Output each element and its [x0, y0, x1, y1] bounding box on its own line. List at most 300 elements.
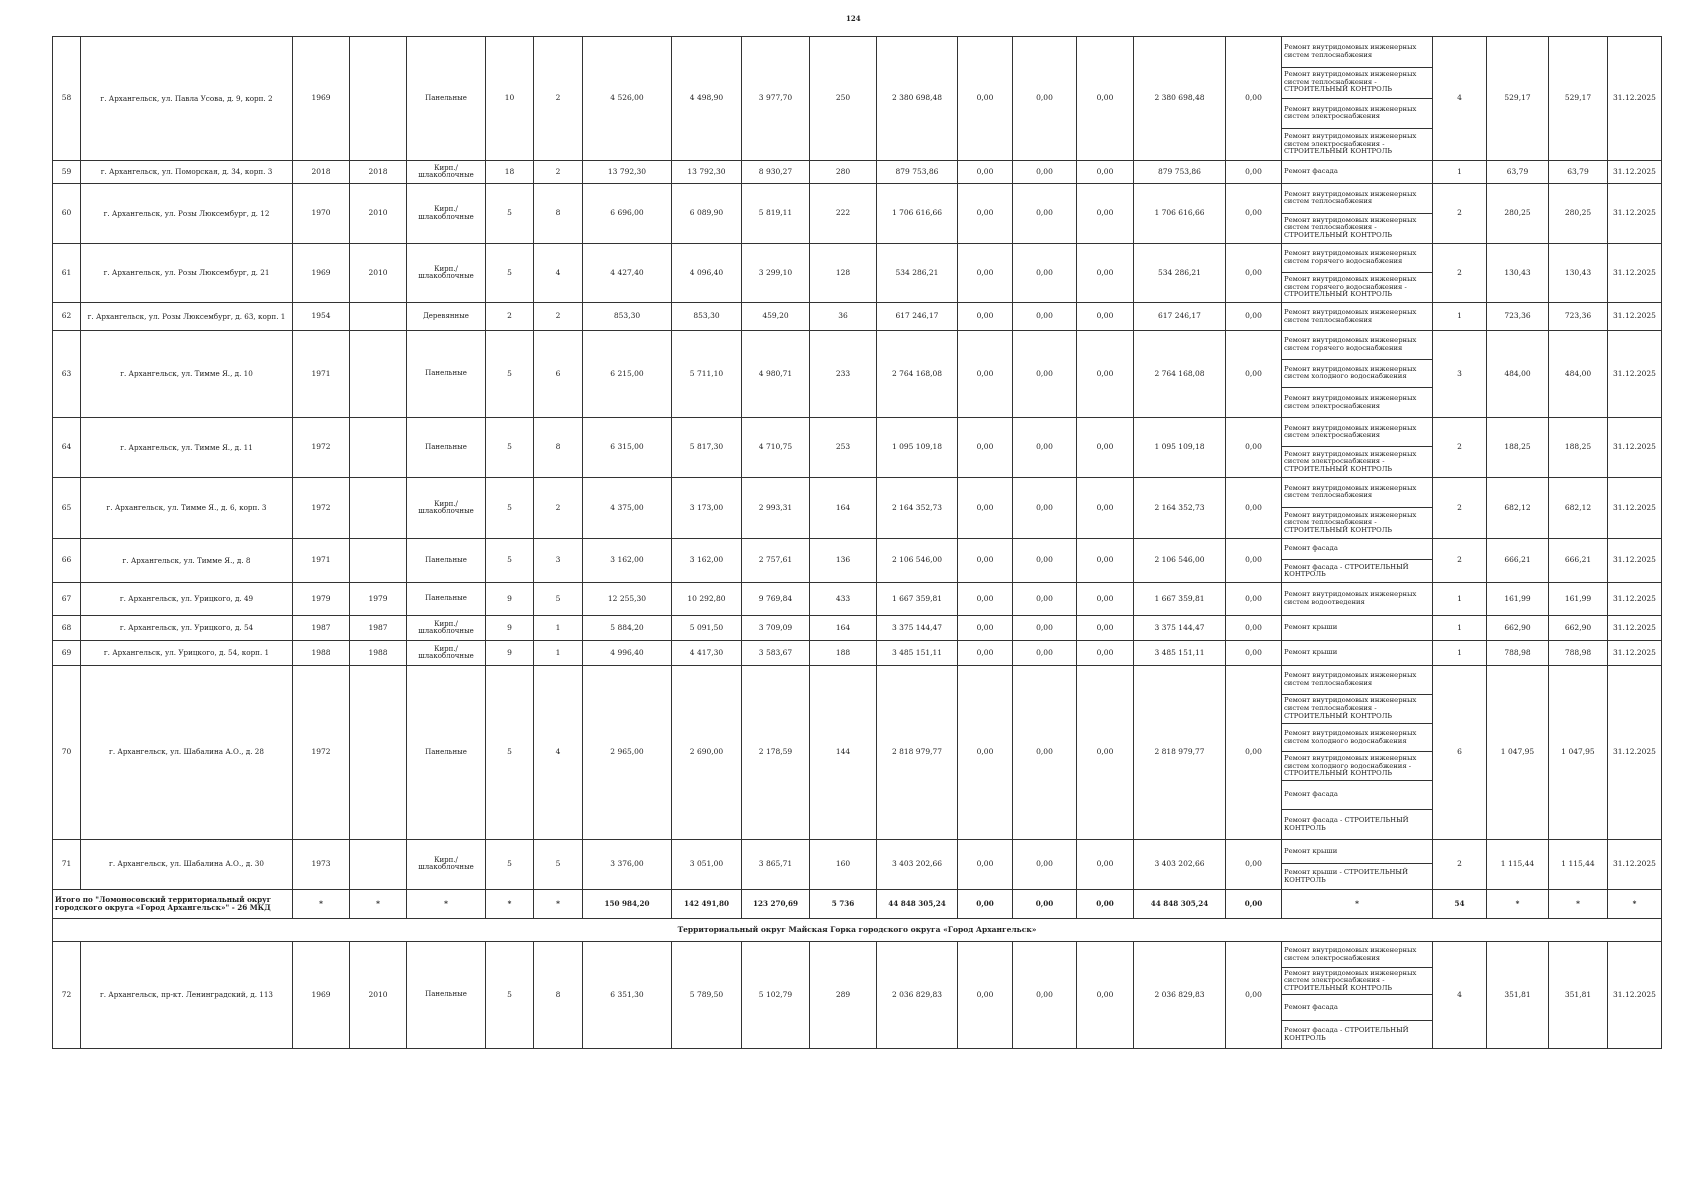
cell-works-list	[1282, 839, 1433, 889]
cell-max-cost: 351,81	[1549, 941, 1608, 1048]
cell-total-area: 3 162,00	[583, 538, 672, 582]
cell-fund: 0,00	[958, 244, 1013, 303]
cell-cost-total: 2 818 979,77	[877, 665, 958, 839]
total-area-all: 142 491,80	[672, 889, 742, 918]
cell-max-cost: 161,99	[1549, 582, 1608, 615]
table-row	[53, 244, 1662, 303]
cell-max-cost: 662,90	[1549, 615, 1608, 640]
cell-area-all: 6 089,90	[672, 184, 742, 244]
cell-cost-total: 534 286,21	[877, 244, 958, 303]
cell-year-built: 1969	[293, 244, 350, 303]
cell-max-cost: 484,00	[1549, 331, 1608, 418]
cell-works-count: 2	[1433, 184, 1487, 244]
cell-no: 71	[53, 839, 81, 889]
cell-works-list	[1282, 640, 1433, 665]
cell-budget-local: 0,00	[1077, 839, 1134, 889]
cell-unit-cost: 351,81	[1487, 941, 1549, 1048]
cell-owners: 3 403 202,66	[1134, 839, 1226, 889]
cell-entrances: 1	[534, 615, 583, 640]
cell-budget-local: 0,00	[1077, 615, 1134, 640]
cell-budget-region: 0,00	[1013, 538, 1077, 582]
cell-total-area: 6 315,00	[583, 417, 672, 477]
cell-other: 0,00	[1226, 941, 1282, 1048]
cell-material: Панельные	[407, 582, 486, 615]
cell-area-all: 10 292,80	[672, 582, 742, 615]
cell-fund: 0,00	[958, 640, 1013, 665]
work-item: Ремонт внутридомовых инженерных систем теплоснабжения - СТРОИТЕЛЬНЫЙ КОНТРОЛЬ	[1282, 695, 1432, 724]
cell-floors: 5	[486, 941, 534, 1048]
table-row	[53, 665, 1662, 839]
cell-cost-total: 3 375 144,47	[877, 615, 958, 640]
cell-address: г. Архангельск, ул. Урицкого, д. 49	[81, 582, 293, 615]
total-budget-local: 0,00	[1077, 889, 1134, 918]
cell-floors: 18	[486, 161, 534, 184]
cell-unit-cost: 788,98	[1487, 640, 1549, 665]
cell-works-list	[1282, 244, 1433, 303]
cell-cost-total: 2 036 829,83	[877, 941, 958, 1048]
cell-works-count: 4	[1433, 37, 1487, 161]
cell-deadline: 31.12.2025	[1608, 839, 1662, 889]
cell-fund: 0,00	[958, 37, 1013, 161]
cell-area-all: 4 096,40	[672, 244, 742, 303]
cell-residents: 36	[810, 303, 877, 331]
cell-year-overhaul: 2010	[350, 184, 407, 244]
total-other: 0,00	[1226, 889, 1282, 918]
cell-no: 59	[53, 161, 81, 184]
cell-no: 70	[53, 665, 81, 839]
cell-address: г. Архангельск, ул. Урицкого, д. 54	[81, 615, 293, 640]
total-star: *	[1282, 889, 1433, 918]
cell-fund: 0,00	[958, 941, 1013, 1048]
cell-other: 0,00	[1226, 640, 1282, 665]
cell-deadline: 31.12.2025	[1608, 640, 1662, 665]
cell-owners: 1 667 359,81	[1134, 582, 1226, 615]
cell-fund: 0,00	[958, 582, 1013, 615]
cell-floors: 5	[486, 665, 534, 839]
cell-total-area: 4 526,00	[583, 37, 672, 161]
cell-area-all: 3 173,00	[672, 477, 742, 538]
cell-area-living: 5 102,79	[742, 941, 810, 1048]
cell-address: г. Архангельск, пр-кт. Ленинградский, д. 113	[81, 941, 293, 1048]
cell-floors: 5	[486, 839, 534, 889]
cell-owners: 879 753,86	[1134, 161, 1226, 184]
cell-no: 68	[53, 615, 81, 640]
cell-fund: 0,00	[958, 477, 1013, 538]
cell-other: 0,00	[1226, 303, 1282, 331]
work-item: Ремонт внутридомовых инженерных систем теплоснабжения - СТРОИТЕЛЬНЫЙ КОНТРОЛЬ	[1284, 510, 1417, 534]
cell-total-area: 4 996,40	[583, 640, 672, 665]
cell-works-list	[1282, 538, 1433, 582]
cell-year-built: 1971	[293, 331, 350, 418]
work-item: Ремонт внутридомовых инженерных систем теплоснабжения	[1284, 307, 1417, 324]
cell-no: 63	[53, 331, 81, 418]
cell-fund: 0,00	[958, 303, 1013, 331]
cell-total-area: 5 884,20	[583, 615, 672, 640]
cell-max-cost: 788,98	[1549, 640, 1608, 665]
cell-works-list	[1282, 331, 1433, 418]
cell-address: г. Архангельск, ул. Урицкого, д. 54, корп. 1	[81, 640, 293, 665]
cell-no: 61	[53, 244, 81, 303]
cell-residents: 289	[810, 941, 877, 1048]
cell-other: 0,00	[1226, 538, 1282, 582]
cell-area-living: 459,20	[742, 303, 810, 331]
cell-total-area: 4 427,40	[583, 244, 672, 303]
cell-entrances: 2	[534, 161, 583, 184]
cell-works-list	[1282, 615, 1433, 640]
district-heading: Территориальный округ Майская Горка городского округа «Город Архангельск»	[53, 918, 1662, 941]
cell-budget-region: 0,00	[1013, 941, 1077, 1048]
cell-entrances: 1	[534, 640, 583, 665]
work-item: Ремонт внутридомовых инженерных систем электроснабжения	[1284, 394, 1417, 410]
cell-works-list	[1282, 184, 1433, 244]
cell-total-area: 3 376,00	[583, 839, 672, 889]
cell-cost-total: 1 667 359,81	[877, 582, 958, 615]
cell-material: Кирп./ шлакоблочные	[407, 615, 486, 640]
cell-cost-total: 3 485 151,11	[877, 640, 958, 665]
cell-budget-local: 0,00	[1077, 417, 1134, 477]
cell-works-list	[1282, 665, 1433, 839]
cell-deadline: 31.12.2025	[1608, 161, 1662, 184]
cell-owners: 2 036 829,83	[1134, 941, 1226, 1048]
cell-year-overhaul	[350, 839, 407, 889]
cell-material: Панельные	[407, 941, 486, 1048]
total-works-count: 54	[1433, 889, 1487, 918]
cell-fund: 0,00	[958, 538, 1013, 582]
cell-budget-region: 0,00	[1013, 665, 1077, 839]
cell-owners: 3 375 144,47	[1134, 615, 1226, 640]
cell-material: Кирп./ шлакоблочные	[407, 640, 486, 665]
cell-year-overhaul	[350, 538, 407, 582]
work-item: Ремонт фасада	[1284, 167, 1338, 176]
cell-fund: 0,00	[958, 417, 1013, 477]
cell-total-area: 4 375,00	[583, 477, 672, 538]
cell-fund: 0,00	[958, 331, 1013, 418]
cell-max-cost: 63,79	[1549, 161, 1608, 184]
cell-deadline: 31.12.2025	[1608, 303, 1662, 331]
total-fund: 0,00	[958, 889, 1013, 918]
cell-year-built: 1972	[293, 417, 350, 477]
work-item: Ремонт внутридомовых инженерных систем теплоснабжения - СТРОИТЕЛЬНЫЙ КОНТРОЛЬ	[1284, 215, 1417, 240]
cell-max-cost: 723,36	[1549, 303, 1608, 331]
cell-owners: 617 246,17	[1134, 303, 1226, 331]
table-row	[53, 331, 1662, 418]
cell-max-cost: 1 047,95	[1549, 665, 1608, 839]
cell-works-count: 2	[1433, 839, 1487, 889]
cell-owners: 1 095 109,18	[1134, 417, 1226, 477]
cell-unit-cost: 682,12	[1487, 477, 1549, 538]
table-row	[53, 161, 1662, 184]
cell-works-count: 4	[1433, 941, 1487, 1048]
cell-fund: 0,00	[958, 665, 1013, 839]
cell-year-built: 1979	[293, 582, 350, 615]
cell-address: г. Архангельск, ул. Павла Усова, д. 9, корп. 2	[81, 37, 293, 161]
work-item: Ремонт фасада	[1282, 539, 1432, 561]
cell-owners: 2 164 352,73	[1134, 477, 1226, 538]
cell-residents: 128	[810, 244, 877, 303]
cell-deadline: 31.12.2025	[1608, 244, 1662, 303]
cell-other: 0,00	[1226, 37, 1282, 161]
cell-fund: 0,00	[958, 839, 1013, 889]
cell-total-area: 6 696,00	[583, 184, 672, 244]
cell-owners: 3 485 151,11	[1134, 640, 1226, 665]
cell-year-built: 2018	[293, 161, 350, 184]
cell-works-list	[1282, 941, 1433, 1048]
cell-budget-region: 0,00	[1013, 417, 1077, 477]
cell-total-area: 6 215,00	[583, 331, 672, 418]
cell-material: Кирп./ шлакоблочные	[407, 839, 486, 889]
cell-entrances: 3	[534, 538, 583, 582]
register-body	[53, 37, 1662, 1049]
work-item: Ремонт фасада - СТРОИТЕЛЬНЫЙ КОНТРОЛЬ	[1284, 1026, 1409, 1042]
cell-unit-cost: 484,00	[1487, 331, 1549, 418]
cell-deadline: 31.12.2025	[1608, 582, 1662, 615]
cell-budget-local: 0,00	[1077, 477, 1134, 538]
cell-area-living: 3 709,09	[742, 615, 810, 640]
cell-area-all: 3 162,00	[672, 538, 742, 582]
cell-year-overhaul: 2010	[350, 244, 407, 303]
cell-budget-local: 0,00	[1077, 37, 1134, 161]
work-item: Ремонт внутридомовых инженерных систем водоотведения	[1284, 590, 1417, 606]
cell-address: г. Архангельск, ул. Тимме Я., д. 8	[81, 538, 293, 582]
table-row	[53, 303, 1662, 331]
cell-budget-local: 0,00	[1077, 665, 1134, 839]
cell-other: 0,00	[1226, 417, 1282, 477]
cell-other: 0,00	[1226, 615, 1282, 640]
cell-area-all: 5 711,10	[672, 331, 742, 418]
cell-deadline: 31.12.2025	[1608, 184, 1662, 244]
total-row	[53, 889, 1662, 918]
cell-budget-local: 0,00	[1077, 244, 1134, 303]
cell-cost-total: 2 764 168,08	[877, 331, 958, 418]
work-item: Ремонт крыши	[1284, 623, 1338, 632]
cell-max-cost: 280,25	[1549, 184, 1608, 244]
cell-works-count: 2	[1433, 477, 1487, 538]
cell-area-living: 4 980,71	[742, 331, 810, 418]
table-row	[53, 640, 1662, 665]
total-star: *	[1608, 889, 1662, 918]
cell-floors: 5	[486, 477, 534, 538]
cell-no: 66	[53, 538, 81, 582]
work-item: Ремонт внутридомовых инженерных систем теплоснабжения	[1282, 37, 1432, 68]
cell-budget-local: 0,00	[1077, 161, 1134, 184]
cell-material: Кирп./ шлакоблочные	[407, 161, 486, 184]
cell-cost-total: 3 403 202,66	[877, 839, 958, 889]
work-item: Ремонт внутридомовых инженерных систем холодного водоснабжения	[1282, 724, 1432, 753]
cell-unit-cost: 1 115,44	[1487, 839, 1549, 889]
cell-budget-region: 0,00	[1013, 839, 1077, 889]
cell-entrances: 4	[534, 244, 583, 303]
cell-budget-local: 0,00	[1077, 303, 1134, 331]
table-row	[53, 582, 1662, 615]
cell-year-built: 1972	[293, 665, 350, 839]
cell-works-list	[1282, 161, 1433, 184]
cell-area-all: 5 817,30	[672, 417, 742, 477]
cell-no: 64	[53, 417, 81, 477]
cell-budget-region: 0,00	[1013, 640, 1077, 665]
cell-cost-total: 879 753,86	[877, 161, 958, 184]
cell-works-count: 1	[1433, 303, 1487, 331]
cell-cost-total: 1 095 109,18	[877, 417, 958, 477]
total-star: *	[293, 889, 350, 918]
cell-works-list	[1282, 477, 1433, 538]
cell-floors: 10	[486, 37, 534, 161]
cell-residents: 160	[810, 839, 877, 889]
cell-address: г. Архангельск, ул. Розы Люксембург, д. 63, корп. 1	[81, 303, 293, 331]
cell-no: 65	[53, 477, 81, 538]
cell-year-overhaul	[350, 331, 407, 418]
cell-residents: 144	[810, 665, 877, 839]
cell-entrances: 8	[534, 184, 583, 244]
cell-unit-cost: 161,99	[1487, 582, 1549, 615]
work-item: Ремонт фасада - СТРОИТЕЛЬНЫЙ КОНТРОЛЬ	[1284, 815, 1409, 832]
cell-budget-local: 0,00	[1077, 640, 1134, 665]
work-item: Ремонт фасада	[1282, 995, 1432, 1022]
cell-cost-total: 2 106 546,00	[877, 538, 958, 582]
table-row	[53, 941, 1662, 1048]
cell-budget-local: 0,00	[1077, 538, 1134, 582]
work-item: Ремонт крыши - СТРОИТЕЛЬНЫЙ КОНТРОЛЬ	[1284, 868, 1408, 884]
cell-area-living: 2 178,59	[742, 665, 810, 839]
work-item: Ремонт внутридомовых инженерных систем электроснабжения	[1282, 99, 1432, 130]
work-item: Ремонт внутридомовых инженерных систем холодного водоснабжения	[1282, 360, 1432, 389]
cell-address: г. Архангельск, ул. Тимме Я., д. 11	[81, 417, 293, 477]
cell-floors: 2	[486, 303, 534, 331]
cell-owners: 2 764 168,08	[1134, 331, 1226, 418]
cell-deadline: 31.12.2025	[1608, 331, 1662, 418]
cell-unit-cost: 1 047,95	[1487, 665, 1549, 839]
cell-material: Панельные	[407, 37, 486, 161]
cell-area-all: 4 417,30	[672, 640, 742, 665]
work-item: Ремонт внутридомовых инженерных систем теплоснабжения	[1282, 184, 1432, 214]
cell-total-area: 853,30	[583, 303, 672, 331]
cell-budget-region: 0,00	[1013, 184, 1077, 244]
cell-budget-local: 0,00	[1077, 582, 1134, 615]
cell-address: г. Архангельск, ул. Розы Люксембург, д. 21	[81, 244, 293, 303]
total-star: *	[350, 889, 407, 918]
cell-deadline: 31.12.2025	[1608, 477, 1662, 538]
total-star: *	[534, 889, 583, 918]
table-row	[53, 477, 1662, 538]
cell-unit-cost: 63,79	[1487, 161, 1549, 184]
work-item: Ремонт крыши	[1284, 648, 1338, 657]
cell-floors: 5	[486, 417, 534, 477]
cell-budget-region: 0,00	[1013, 161, 1077, 184]
total-total-area: 150 984,20	[583, 889, 672, 918]
cell-no: 72	[53, 941, 81, 1048]
cell-fund: 0,00	[958, 161, 1013, 184]
cell-year-built: 1972	[293, 477, 350, 538]
cell-owners: 534 286,21	[1134, 244, 1226, 303]
work-item: Ремонт крыши	[1282, 840, 1432, 865]
cell-residents: 136	[810, 538, 877, 582]
cell-works-list	[1282, 303, 1433, 331]
cell-area-all: 2 690,00	[672, 665, 742, 839]
cell-material: Деревянные	[407, 303, 486, 331]
cell-year-overhaul: 1987	[350, 615, 407, 640]
cell-no: 62	[53, 303, 81, 331]
cell-area-all: 4 498,90	[672, 37, 742, 161]
cell-year-built: 1969	[293, 37, 350, 161]
total-budget-region: 0,00	[1013, 889, 1077, 918]
work-item: Ремонт фасада	[1282, 781, 1432, 810]
cell-residents: 233	[810, 331, 877, 418]
cell-budget-local: 0,00	[1077, 184, 1134, 244]
cell-floors: 9	[486, 615, 534, 640]
cell-area-living: 2 993,31	[742, 477, 810, 538]
cell-no: 58	[53, 37, 81, 161]
district-heading-row	[53, 918, 1662, 941]
cell-owners: 2 818 979,77	[1134, 665, 1226, 839]
cell-area-all: 5 789,50	[672, 941, 742, 1048]
cell-works-count: 3	[1433, 331, 1487, 418]
cell-address: г. Архангельск, ул. Тимме Я., д. 10	[81, 331, 293, 418]
cell-entrances: 8	[534, 417, 583, 477]
cell-year-overhaul	[350, 417, 407, 477]
cell-cost-total: 1 706 616,66	[877, 184, 958, 244]
cell-other: 0,00	[1226, 665, 1282, 839]
cell-total-area: 6 351,30	[583, 941, 672, 1048]
cell-residents: 280	[810, 161, 877, 184]
cell-unit-cost: 529,17	[1487, 37, 1549, 161]
cell-max-cost: 666,21	[1549, 538, 1608, 582]
cell-year-overhaul: 2010	[350, 941, 407, 1048]
cell-deadline: 31.12.2025	[1608, 37, 1662, 161]
total-star: *	[407, 889, 486, 918]
cell-material: Кирп./ шлакоблочные	[407, 477, 486, 538]
cell-works-count: 1	[1433, 582, 1487, 615]
cell-floors: 5	[486, 184, 534, 244]
work-item: Ремонт внутридомовых инженерных систем горячего водоснабжения	[1282, 331, 1432, 360]
work-item: Ремонт внутридомовых инженерных систем теплоснабжения - СТРОИТЕЛЬНЫЙ КОНТРОЛЬ	[1282, 68, 1432, 99]
cell-year-overhaul	[350, 37, 407, 161]
cell-entrances: 5	[534, 839, 583, 889]
cell-year-overhaul	[350, 477, 407, 538]
cell-floors: 5	[486, 538, 534, 582]
cell-works-list	[1282, 37, 1433, 161]
table-row	[53, 839, 1662, 889]
total-area-living: 123 270,69	[742, 889, 810, 918]
cell-works-count: 1	[1433, 161, 1487, 184]
cell-cost-total: 617 246,17	[877, 303, 958, 331]
total-star: *	[1487, 889, 1549, 918]
cell-unit-cost: 662,90	[1487, 615, 1549, 640]
cell-fund: 0,00	[958, 615, 1013, 640]
cell-area-living: 3 299,10	[742, 244, 810, 303]
cell-year-overhaul	[350, 665, 407, 839]
page-number: 124	[846, 14, 861, 23]
cell-area-living: 3 583,67	[742, 640, 810, 665]
cell-year-built: 1954	[293, 303, 350, 331]
cell-entrances: 2	[534, 303, 583, 331]
cell-cost-total: 2 164 352,73	[877, 477, 958, 538]
cell-area-all: 13 792,30	[672, 161, 742, 184]
cell-entrances: 6	[534, 331, 583, 418]
cell-total-area: 13 792,30	[583, 161, 672, 184]
cell-other: 0,00	[1226, 477, 1282, 538]
cell-area-all: 5 091,50	[672, 615, 742, 640]
cell-deadline: 31.12.2025	[1608, 417, 1662, 477]
cell-year-overhaul: 1979	[350, 582, 407, 615]
total-star: *	[1549, 889, 1608, 918]
cell-floors: 9	[486, 640, 534, 665]
cell-budget-region: 0,00	[1013, 615, 1077, 640]
cell-budget-region: 0,00	[1013, 244, 1077, 303]
cell-residents: 164	[810, 615, 877, 640]
cell-year-built: 1988	[293, 640, 350, 665]
cell-year-overhaul: 1988	[350, 640, 407, 665]
cell-year-overhaul: 2018	[350, 161, 407, 184]
cell-year-built: 1973	[293, 839, 350, 889]
